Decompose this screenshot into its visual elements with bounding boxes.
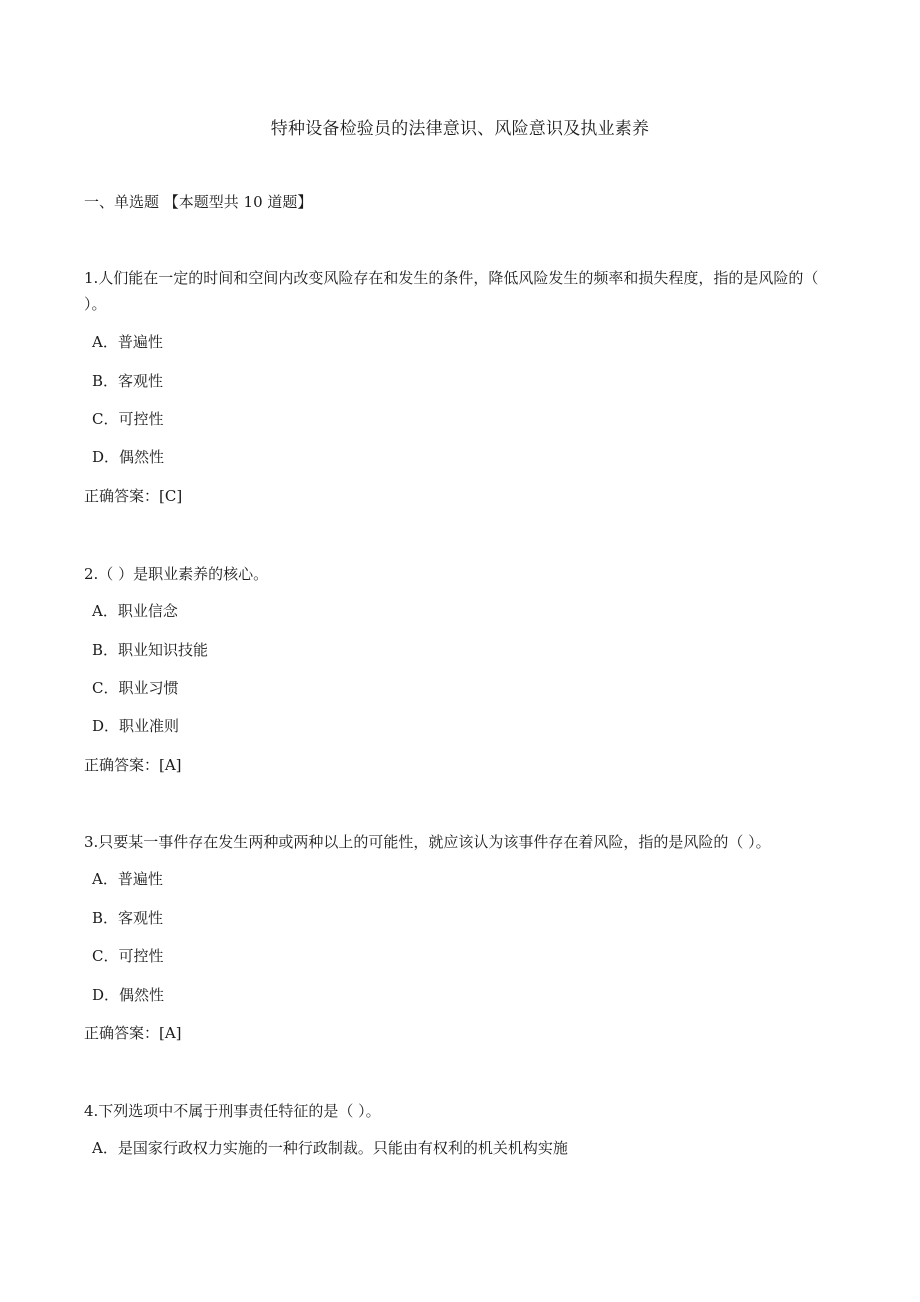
question-2-option-b [92,639,208,661]
option-text: 客观性 [118,909,164,927]
option-text: 职业信念 [117,602,178,620]
option-label: C． [92,679,119,697]
question-2-option-c [92,677,179,699]
question-3-option-b [92,907,163,929]
question-4-text: 4.下列选项中不属于刑事责任特征的是（ ）。 [84,1102,381,1120]
question-1-option-b [92,370,163,392]
option-label: B． [92,909,119,927]
option-label: A． [92,602,118,620]
question-3-text: 3.只要某一事件存在发生两种或两种以上的可能性，就应该认为该事件存在着风险，指的是风险的（ ）。 [84,833,771,851]
option-label: D． [92,986,120,1004]
option-label: C． [92,947,119,965]
question-2-option-d [92,715,179,737]
section-heading: 一、单选题 【本题型共 10 道题】 [84,193,313,211]
question-3-option-d [92,984,164,1006]
option-text: 普遍性 [117,333,163,351]
option-text: 职业习惯 [118,679,179,697]
option-text: 普遍性 [117,870,163,888]
option-text: 是国家行政权力实施的一种行政制裁。只能由有权利的机关机构实施 [117,1139,568,1157]
option-text: 职业准则 [119,717,180,735]
option-label: D． [92,448,120,466]
option-text: 客观性 [118,372,164,390]
question-4-option-a [92,1137,568,1159]
option-text: 偶然性 [119,448,165,466]
option-label: D． [92,717,120,735]
question-1-text: 1.人们能在一定的时间和空间内改变风险存在和发生的条件，降低风险发生的频率和损失程度，指的是风险的（ ）。 [84,269,819,313]
question-2-text: 2.（ ）是职业素养的核心。 [84,565,269,583]
option-label: A． [92,870,118,888]
option-label: B． [92,372,119,390]
question-2-answer: 正确答案：[A] [84,756,182,774]
option-label: B． [92,641,119,659]
question-3-option-c [92,945,164,967]
option-text: 可控性 [118,947,164,965]
question-3-answer: 正确答案：[A] [84,1024,182,1042]
question-1-option-a [92,331,163,353]
option-text: 偶然性 [119,986,165,1004]
question-2-option-a [92,600,178,622]
option-text: 职业知识技能 [118,641,209,659]
option-label: A． [92,1139,118,1157]
option-label: C． [92,410,119,428]
option-text: 可控性 [118,410,164,428]
question-1-option-c [92,408,164,430]
question-3-option-a [92,868,163,890]
document-title: 特种设备检验员的法律意识、风险意识及执业素养 [270,119,650,139]
question-1-answer: 正确答案：[C] [84,487,183,505]
option-label: A． [92,333,118,351]
question-1-option-d [92,446,164,468]
